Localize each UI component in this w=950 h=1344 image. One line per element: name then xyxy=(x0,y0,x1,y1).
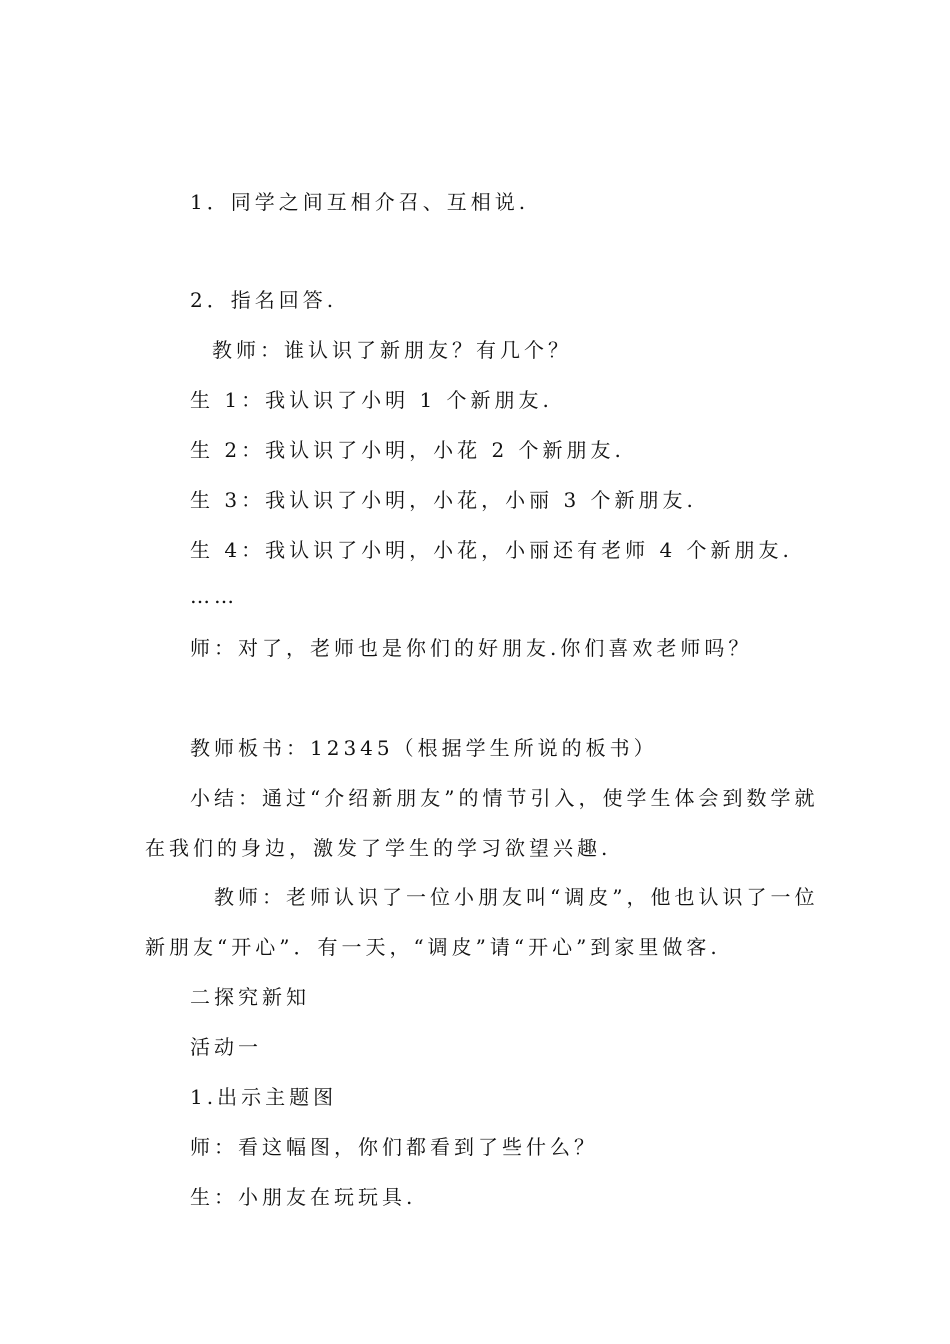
text-line: 生 2：我认识了小明，小花 2 个新朋友. xyxy=(190,438,625,462)
text-line: 1．同学之间互相介召、互相说. xyxy=(190,190,530,214)
text-line: 生 1：我认识了小明 1 个新朋友. xyxy=(190,388,553,412)
text-line: 小结：通过“介绍新朋友”的情节引入，使学生体会到数学就 xyxy=(190,786,819,810)
text-line: 教师：谁认识了新朋友？有几个？ xyxy=(212,338,572,362)
text-line: 生 4：我认识了小明，小花，小丽还有老师 4 个新朋友. xyxy=(190,538,793,562)
text-line: 教师板书：12345（根据学生所说的板书） xyxy=(190,736,658,760)
text-line: 师：对了，老师也是你们的好朋友.你们喜欢老师吗？ xyxy=(190,636,753,660)
text-line: 师：看这幅图，你们都看到了些什么？ xyxy=(190,1135,598,1159)
text-line: 生：小朋友在玩玩具. xyxy=(190,1185,417,1209)
text-line: 2．指名回答. xyxy=(190,288,338,312)
text-line: 生 3：我认识了小明，小花，小丽 3 个新朋友. xyxy=(190,488,697,512)
text-line: 活动一 xyxy=(190,1035,262,1059)
text-line: 1.出示主题图 xyxy=(190,1085,338,1109)
text-line: …… xyxy=(190,584,238,608)
text-line: 在我们的身边，激发了学生的学习欲望兴趣. xyxy=(145,836,612,860)
text-line: 新朋友“开心”．有一天，“调皮”请“开心”到家里做客. xyxy=(145,935,721,959)
section-heading: 二探究新知 xyxy=(190,985,310,1009)
text-line: 教师：老师认识了一位小朋友叫“调皮”，他也认识了一位 xyxy=(214,885,819,909)
